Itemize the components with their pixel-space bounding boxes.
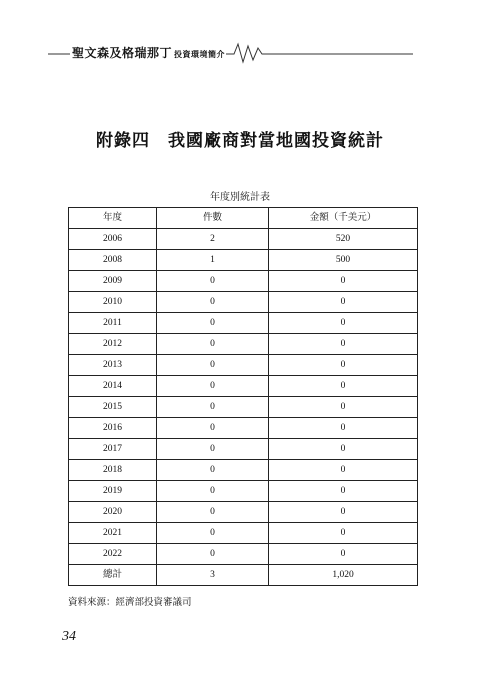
table-row [69,397,418,418]
cell-amount: 0 [269,523,418,544]
table-row [69,523,418,544]
column-header-year: 年度 [69,208,157,229]
cell-amount: 0 [269,397,418,418]
total-amount: 1,020 [269,565,418,586]
cell-count: 2 [157,229,269,250]
cell-count: 0 [157,271,269,292]
table-row [69,313,418,334]
header-title [72,44,225,61]
cell-count: 0 [157,418,269,439]
cell-year: 2022 [69,544,157,565]
cell-amount: 0 [269,355,418,376]
cell-amount: 0 [269,481,418,502]
cell-amount: 0 [269,418,418,439]
table-row [69,292,418,313]
cell-count: 0 [157,334,269,355]
cell-amount: 520 [269,229,418,250]
cell-count: 1 [157,250,269,271]
cell-year: 2013 [69,355,157,376]
cell-count: 0 [157,460,269,481]
cell-year: 2008 [69,250,157,271]
cell-count: 0 [157,313,269,334]
cell-year: 2011 [69,313,157,334]
cell-count: 0 [157,481,269,502]
table-row [69,376,418,397]
table-header-row [69,208,418,229]
header-subtitle: 投資環境簡介 [174,50,226,59]
cell-year: 2012 [69,334,157,355]
total-label: 總計 [69,565,157,586]
table-row [69,460,418,481]
cell-amount: 0 [269,544,418,565]
cell-year: 2006 [69,229,157,250]
table-row [69,334,418,355]
cell-amount: 0 [269,502,418,523]
table-row [69,439,418,460]
cell-count: 0 [157,355,269,376]
cell-year: 2015 [69,397,157,418]
investment-statistics-table [68,207,418,586]
cell-count: 0 [157,292,269,313]
table-row [69,502,418,523]
cell-amount: 0 [269,439,418,460]
source-note: 資料來源：經濟部投資審議司 [68,597,192,608]
table-row [69,418,418,439]
table-body [69,229,418,586]
table-row [69,355,418,376]
cell-amount: 0 [269,376,418,397]
cell-count: 0 [157,544,269,565]
cell-amount: 500 [269,250,418,271]
cell-year: 2021 [69,523,157,544]
cell-year: 2009 [69,271,157,292]
column-header-amount: 金額（千美元） [269,208,418,229]
table-caption: 年度別統計表 [210,192,270,203]
cell-count: 0 [157,397,269,418]
cell-count: 0 [157,502,269,523]
page-number: 34 [62,629,76,644]
table-row [69,229,418,250]
table-row [69,250,418,271]
cell-amount: 0 [269,460,418,481]
cell-amount: 0 [269,313,418,334]
cell-year: 2019 [69,481,157,502]
cell-amount: 0 [269,334,418,355]
cell-amount: 0 [269,292,418,313]
table-row [69,271,418,292]
cell-year: 2020 [69,502,157,523]
page-title: 附錄四 我國廠商對當地國投資統計 [96,131,384,151]
cell-year: 2016 [69,418,157,439]
cell-count: 0 [157,439,269,460]
table-total-row [69,565,418,586]
cell-count: 0 [157,523,269,544]
header-country-name: 聖文森及格瑞那丁 [72,46,173,60]
cell-year: 2018 [69,460,157,481]
running-header [48,40,448,64]
cell-year: 2014 [69,376,157,397]
cell-year: 2010 [69,292,157,313]
cell-year: 2017 [69,439,157,460]
total-count: 3 [157,565,269,586]
table-row [69,544,418,565]
table-row [69,481,418,502]
cell-count: 0 [157,376,269,397]
cell-amount: 0 [269,271,418,292]
column-header-count: 件數 [157,208,269,229]
